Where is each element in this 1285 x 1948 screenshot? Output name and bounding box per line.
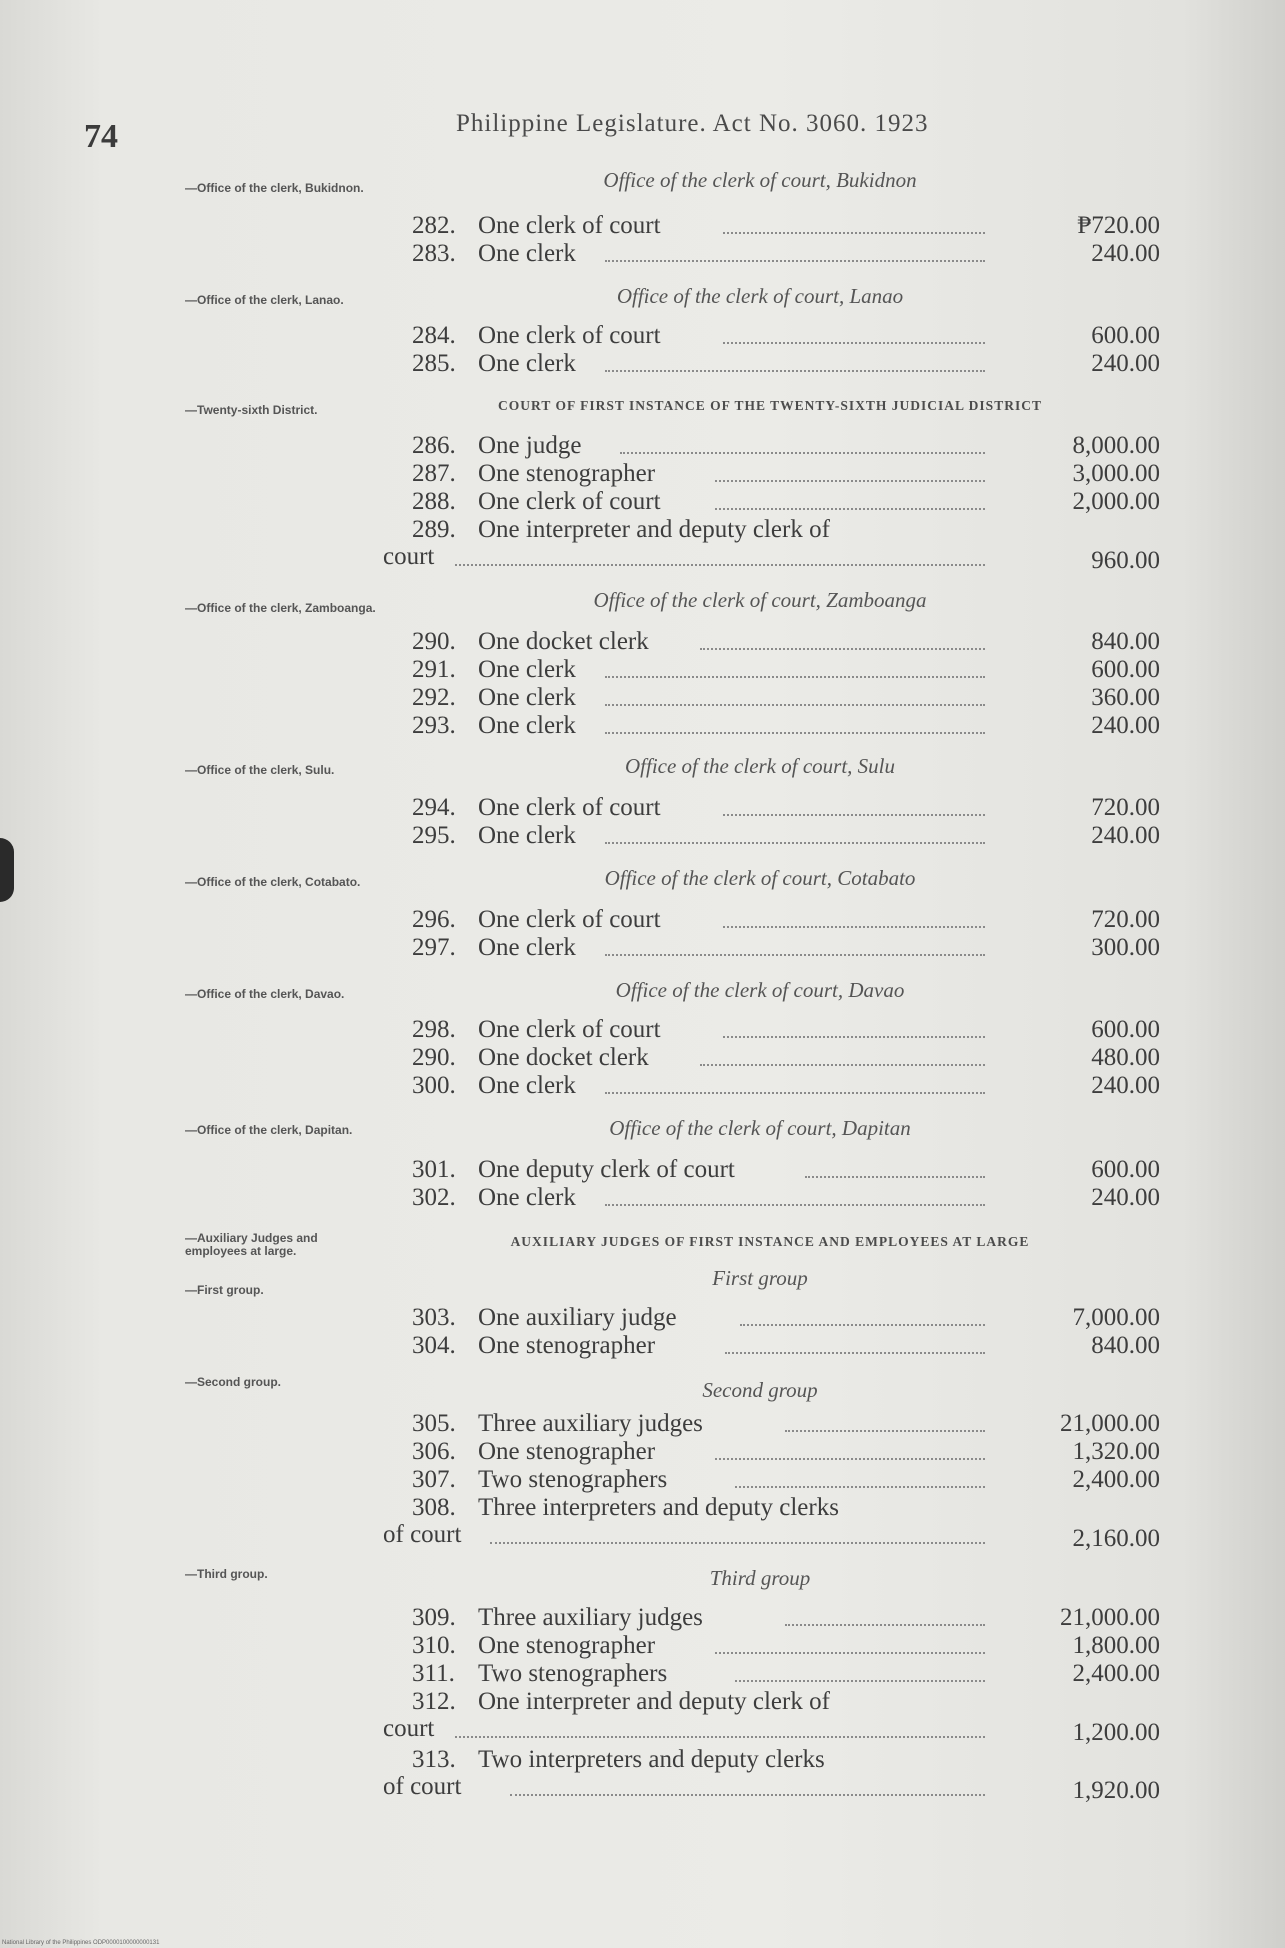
item-number: 291. [412,656,456,683]
item-amount: 840.00 [1091,628,1160,655]
line-item [380,684,1160,712]
item-description: One clerk of court [478,488,661,515]
line-item [380,322,1160,350]
margin-note: —Second group. [185,1375,281,1389]
item-number: 284. [412,322,456,349]
item-number: 293. [412,712,456,739]
item-description: One clerk [478,934,576,961]
item-amount: 720.00 [1091,906,1160,933]
item-description: One clerk [478,350,576,377]
page-number: 74 [84,118,118,155]
item-number: 298. [412,1016,456,1043]
item-description: One clerk [478,684,576,711]
line-item [380,1184,1160,1212]
item-description: One clerk of court [478,906,661,933]
line-item [380,1746,1160,1806]
line-item [380,1410,1160,1438]
item-description: One judge [478,432,582,459]
margin-note: —Office of the clerk, Dapitan. [185,1123,353,1137]
item-description: One docket clerk [478,1044,649,1071]
item-description: One auxiliary judge [478,1304,677,1331]
item-description: Two stenographers [478,1660,668,1687]
line-item [380,1660,1160,1688]
item-number: 297. [412,934,456,961]
item-description-continued: of court [383,1521,462,1548]
item-description: One stenographer [478,1438,656,1465]
group-title: Second group [702,1378,818,1402]
item-amount: 2,160.00 [1072,1525,1160,1552]
line-item [380,822,1160,850]
margin-note: —Office of the clerk, Lanao. [185,293,344,307]
margin-note: —Office of the clerk, Sulu. [185,763,335,777]
line-item [380,350,1160,378]
item-number: 304. [412,1332,456,1359]
item-description: One stenographer [478,1632,656,1659]
item-number: 290. [412,628,456,655]
line-item [380,240,1160,268]
item-number: 302. [412,1184,456,1211]
running-head: Philippine Legislature. Act No. 3060. 1923 [456,110,929,137]
line-item [380,712,1160,740]
item-amount: 7,000.00 [1072,1304,1160,1331]
line-item [380,212,1160,240]
item-description: One docket clerk [478,628,649,655]
item-amount: 1,920.00 [1072,1777,1160,1804]
item-number: 301. [412,1156,456,1183]
line-item [380,656,1160,684]
margin-note: —Office of the clerk, Zamboanga. [185,601,376,615]
item-description: One stenographer [478,460,656,487]
item-description: One clerk [478,1184,576,1211]
item-description: One clerk of court [478,794,661,821]
item-description: One clerk [478,712,576,739]
item-description: One stenographer [478,1332,656,1359]
line-item [380,1632,1160,1660]
line-item [380,1688,1160,1748]
margin-note: —Office of the clerk, Cotabato. [185,875,361,889]
item-number: 285. [412,350,456,377]
item-amount: 240.00 [1091,712,1160,739]
margin-note: —Auxiliary Judges and employees at large. [185,1231,318,1258]
item-amount: 240.00 [1091,1072,1160,1099]
item-amount: 600.00 [1091,1156,1160,1183]
item-number: 295. [412,822,456,849]
item-amount: 960.00 [1091,547,1160,574]
line-item [380,1156,1160,1184]
line-item [380,628,1160,656]
item-amount: 21,000.00 [1060,1604,1160,1631]
line-item [380,432,1160,460]
item-amount: 1,200.00 [1072,1719,1160,1746]
item-amount: 240.00 [1091,350,1160,377]
line-item [380,488,1160,516]
margin-note: —Twenty-sixth District. [185,403,318,417]
item-description: One clerk [478,240,576,267]
item-amount: 2,000.00 [1072,488,1160,515]
page-edge-mark [0,838,14,902]
section-title: Office of the clerk of court, Dapitan [609,1116,911,1140]
item-number: 294. [412,794,456,821]
section-heading: AUXILIARY JUDGES OF FIRST INSTANCE AND EMPLOYEES AT LARGE [510,1234,1030,1249]
item-amount: ₱720.00 [1077,212,1160,239]
item-number: 312. [412,1688,456,1715]
section-title: Office of the clerk of court, Sulu [624,754,896,778]
item-number: 313. [412,1746,456,1773]
item-number: 308. [412,1494,456,1521]
item-description: One deputy clerk of court [478,1156,735,1183]
line-item [380,1016,1160,1044]
section-heading: COURT OF FIRST INSTANCE OF THE TWENTY-SIXTH JUDICIAL DISTRICT [498,398,1042,413]
item-amount: 600.00 [1091,656,1160,683]
item-number: 300. [412,1072,456,1099]
item-number: 310. [412,1632,456,1659]
item-amount: 8,000.00 [1072,432,1160,459]
group-title: First group [712,1266,808,1290]
item-number: 303. [412,1304,456,1331]
line-item [380,1604,1160,1632]
line-item [380,1072,1160,1100]
item-amount: 240.00 [1091,1184,1160,1211]
item-amount: 1,320.00 [1072,1438,1160,1465]
item-number: 296. [412,906,456,933]
item-number: 307. [412,1466,456,1493]
item-description: One clerk of court [478,1016,661,1043]
item-description: One clerk of court [478,212,661,239]
item-amount: 1,800.00 [1072,1632,1160,1659]
scan-credit: National Library of the Philippines ODP0000100000000131 [2,1940,160,1946]
item-number: 282. [412,212,456,239]
item-number: 283. [412,240,456,267]
line-item [380,1466,1160,1494]
section-title: Office of the clerk of court, Bukidnon [603,168,917,192]
item-description-continued: of court [383,1773,462,1800]
line-item [380,1044,1160,1072]
margin-note: —Third group. [185,1567,268,1581]
item-amount: 840.00 [1091,1332,1160,1359]
item-amount: 240.00 [1091,240,1160,267]
item-number: 309. [412,1604,456,1631]
item-amount: 3,000.00 [1072,460,1160,487]
margin-note: —First group. [185,1283,264,1297]
line-item [380,460,1160,488]
item-description: One clerk [478,1072,576,1099]
section-title: Office of the clerk of court, Cotabato [604,866,916,890]
line-item [380,516,1160,576]
item-number: 287. [412,460,456,487]
item-amount: 720.00 [1091,794,1160,821]
line-item [380,1494,1160,1554]
item-amount: 360.00 [1091,684,1160,711]
item-description: Three auxiliary judges [478,1604,703,1631]
item-amount: 240.00 [1091,822,1160,849]
item-amount: 600.00 [1091,1016,1160,1043]
item-description-continued: court [383,1715,435,1742]
item-description: One clerk [478,822,576,849]
item-description: Two interpreters and deputy clerks [478,1746,825,1773]
item-description: One interpreter and deputy clerk of [478,516,830,543]
item-description: Two stenographers [478,1466,668,1493]
item-description: One interpreter and deputy clerk of [478,1688,830,1715]
section-title: Office of the clerk of court, Zamboanga [593,588,927,612]
item-description: Three interpreters and deputy clerks [478,1494,839,1521]
margin-note: —Office of the clerk, Bukidnon. [185,181,364,195]
item-description: One clerk of court [478,322,661,349]
line-item [380,906,1160,934]
line-item [380,1332,1160,1360]
margin-note: —Office of the clerk, Davao. [185,987,345,1001]
line-item [380,934,1160,962]
line-item [380,794,1160,822]
line-item [380,1304,1160,1332]
item-number: 286. [412,432,456,459]
line-item [380,1438,1160,1466]
item-number: 311. [412,1660,455,1687]
section-title: Office of the clerk of court, Lanao [616,284,904,308]
item-amount: 480.00 [1091,1044,1160,1071]
item-number: 292. [412,684,456,711]
item-amount: 21,000.00 [1060,1410,1160,1437]
section-title: Office of the clerk of court, Davao [615,978,905,1002]
item-amount: 2,400.00 [1072,1466,1160,1493]
item-number: 305. [412,1410,456,1437]
item-amount: 2,400.00 [1072,1660,1160,1687]
item-number: 288. [412,488,456,515]
group-title: Third group [709,1566,811,1590]
item-description: Three auxiliary judges [478,1410,703,1437]
item-number: 289. [412,516,456,543]
item-description-continued: court [383,543,435,570]
item-description: One clerk [478,656,576,683]
item-number: 290. [412,1044,456,1071]
item-amount: 300.00 [1091,934,1160,961]
item-amount: 600.00 [1091,322,1160,349]
item-number: 306. [412,1438,456,1465]
